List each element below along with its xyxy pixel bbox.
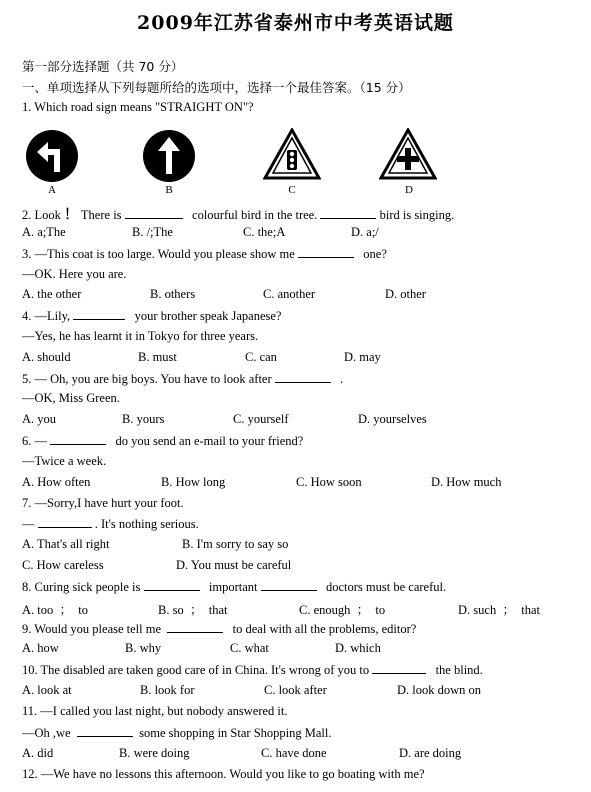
answer-blank	[261, 579, 317, 591]
answer-blank	[125, 207, 183, 219]
traffic-light-warning-sign-icon	[263, 128, 321, 180]
question-8: 8. Curing sick people is important doctors must be careful.	[22, 580, 447, 594]
option-a: A. look at	[22, 683, 72, 697]
reply-7: — . It's nothing serious.	[22, 517, 199, 531]
reply-6: —Twice a week.	[22, 454, 107, 468]
page-title: 2009年江苏省泰州市中考英语试题	[137, 12, 454, 34]
option-a: A. did	[22, 746, 54, 760]
crossroads-warning-sign-icon	[379, 128, 437, 180]
option-b: B. look for	[140, 683, 195, 697]
question-4: 4. —Lily, your brother speak Japanese?	[22, 309, 282, 323]
option-b: B. yours	[122, 412, 165, 426]
reply-5: —OK, Miss Green.	[22, 391, 120, 405]
answer-blank	[372, 662, 426, 674]
sign-label-b: B	[165, 184, 173, 196]
question-6: 6. — do you send an e-mail to your friend?	[22, 434, 304, 448]
option-b: B. How long	[161, 475, 226, 489]
answer-blank	[38, 516, 92, 528]
option-d: D. such ； that	[458, 603, 540, 617]
sign-label-d: D	[405, 184, 413, 196]
option-d: D. which	[335, 641, 381, 655]
option-d: D. You must be careful	[176, 558, 292, 572]
option-a: A. how	[22, 641, 59, 655]
reply-4: —Yes, he has learnt it in Tokyo for three years.	[22, 329, 259, 343]
option-a: A. you	[22, 412, 57, 426]
option-a: A. a;The	[22, 225, 66, 239]
option-d: D. look down on	[397, 683, 482, 697]
reply-3: —OK. Here you are.	[22, 267, 127, 281]
option-c: C. look after	[264, 683, 327, 697]
option-b: B. others	[150, 287, 196, 301]
left-turn-arrow-sign-icon	[24, 128, 80, 184]
option-d: D. other	[385, 287, 426, 301]
question-7: 7. —Sorry,I have hurt your foot.	[22, 496, 184, 510]
question-11: 11. —I called you last night, but nobody answered it.	[22, 704, 288, 718]
option-c: C. what	[230, 641, 269, 655]
option-c: C. another	[263, 287, 316, 301]
option-c: C. enough ； to	[299, 603, 386, 617]
answer-blank	[144, 579, 200, 591]
question-5: 5. — Oh, you are big boys. You have to look after .	[22, 372, 344, 386]
option-c: C. the;A	[243, 225, 286, 239]
option-c: C. How soon	[296, 475, 362, 489]
option-d: D. are doing	[399, 746, 462, 760]
option-b: B. /;The	[132, 225, 173, 239]
section-heading: 一、单项选择从下列每题所给的选项中，选择一个最佳答案。（15 分）	[22, 80, 411, 95]
sign-label-a: A	[48, 184, 56, 196]
option-d: D. a;/	[351, 225, 379, 239]
answer-blank	[50, 433, 106, 445]
option-c: C. yourself	[233, 412, 289, 426]
question-12: 12. —We have no lessons this afternoon. Would you like to go boating with me?	[22, 767, 425, 781]
option-b: B. why	[125, 641, 162, 655]
sign-label-c: C	[288, 184, 296, 196]
option-d: D. may	[344, 350, 381, 364]
option-c: C. How careless	[22, 558, 104, 572]
option-a: A. the other	[22, 287, 82, 301]
option-b: B. I'm sorry to say so	[182, 537, 289, 551]
question-3: 3. —This coat is too large. Would you please show me one?	[22, 247, 387, 261]
option-a: A. should	[22, 350, 71, 364]
option-a: A. That's all right	[22, 537, 110, 551]
answer-blank	[73, 308, 125, 320]
option-d: D. How much	[431, 475, 502, 489]
option-a: A. too ； to	[22, 603, 88, 617]
answer-blank	[167, 621, 223, 633]
option-c: C. can	[245, 350, 277, 364]
option-c: C. have done	[261, 746, 327, 760]
option-a: A. How often	[22, 475, 91, 489]
answer-blank	[320, 207, 376, 219]
answer-blank	[275, 371, 331, 383]
question-10: 10. The disabled are taken good care of in China. It's wrong of you to the blind.	[22, 663, 483, 677]
part-heading: 第一部分选择题（共 70 分）	[22, 59, 184, 74]
option-d: D. yourselves	[358, 412, 427, 426]
option-b: B. so ； that	[158, 603, 228, 617]
reply-11: —Oh ,we some shopping in Star Shopping Mall.	[22, 726, 332, 740]
question-9: 9. Would you please tell me to deal with all the problems, editor?	[22, 622, 417, 636]
straight-arrow-sign-icon	[141, 128, 197, 184]
question-1: 1. Which road sign means "STRAIGHT ON"?	[22, 100, 254, 114]
answer-blank	[77, 725, 133, 737]
option-b: B. must	[138, 350, 177, 364]
answer-blank	[298, 246, 354, 258]
option-b: B. were doing	[119, 746, 190, 760]
question-2: 2. Look ！ There is colourful bird in the tree. bird is singing.	[22, 207, 455, 223]
